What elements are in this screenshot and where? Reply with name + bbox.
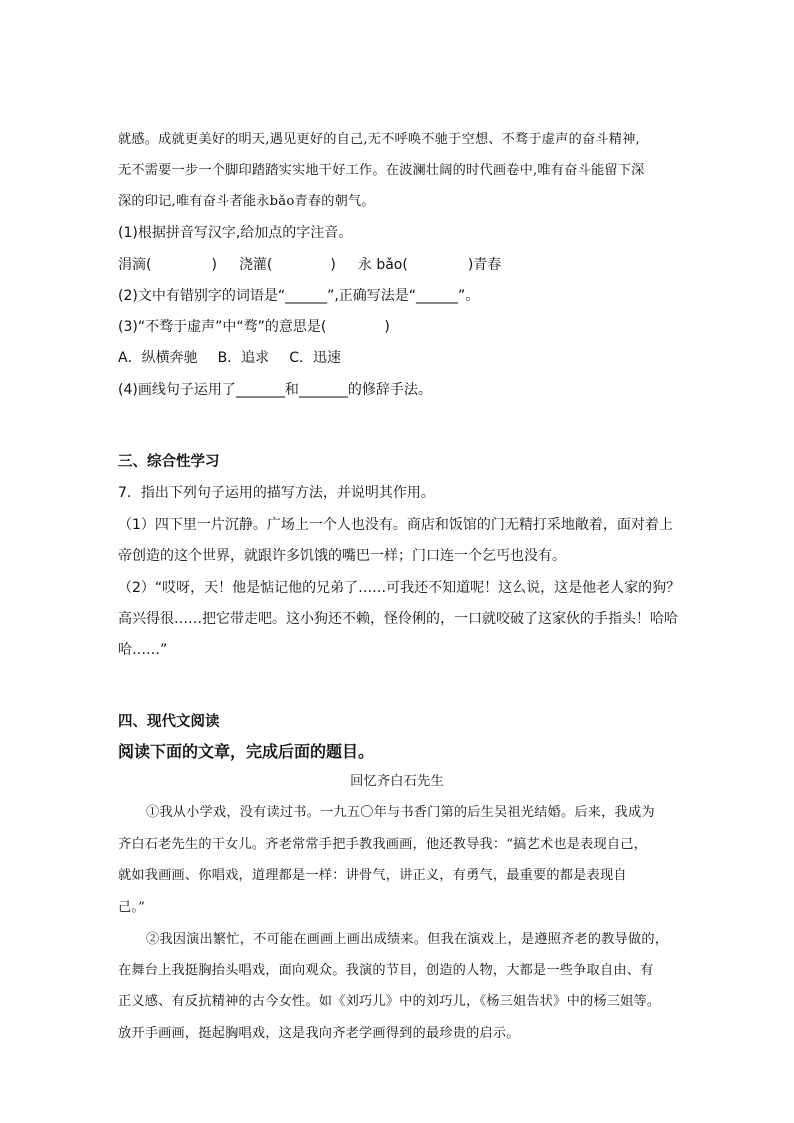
question-3	[118, 317, 390, 337]
item-yongbao: 永 bǎo(	[357, 257, 408, 273]
option-c: C．迅速	[289, 350, 341, 366]
article-p2-line: ②我因演出繁忙，不可能在画画上画出成绩来。但我在演戏上，是遵照齐老的教导做的，	[146, 932, 669, 947]
section-4-title: 四、现代文阅读	[118, 714, 220, 730]
paren-close: )	[330, 257, 336, 273]
article-p2-line: 在舞台上我挺胸抬头唱戏，面向观众。我演的节目，创造的人物，大都是一些争取自由、有	[118, 963, 654, 978]
question-1-items	[118, 255, 501, 275]
article-p1-line: ①我从小学戏，没有读过书。一九五〇年与书香门第的后生吴祖光结婚。后来，我成为	[146, 805, 655, 820]
article-p2-line: 放开手画画，挺起胸唱戏，这是我向齐老学画得到的最珍贵的启示。	[118, 1026, 520, 1041]
sentence-2-line: 高兴得很……把它带走吧。这小狗还不赖，怪伶俐的，一口就咬破了这家伙的手指头！哈哈	[118, 611, 678, 627]
sentence-2-line: （2）“哎呀，天！他是惦记他的兄弟了……可我还不知道呢！这么说，这是他老人家的狗？	[118, 580, 681, 596]
question-4: (4)画线句子运用了_______和_______的修辞手法。	[118, 382, 432, 398]
section-3-title: 三、综合性学习	[118, 454, 220, 470]
sentence-1-line: 帝创造的这个世界，就跟许多饥饿的嘴巴一样；门口连一个乞丐也没有。	[118, 548, 566, 564]
question-2: (2)文中有错别字的词语是“______”,正确写法是“______”。	[118, 288, 480, 304]
passage-line: 深的印记,唯有奋斗者能永bǎo青春的朝气。	[118, 194, 375, 209]
option-b: B．追求	[217, 350, 270, 366]
passage-line: 无不需要一步一个脚印踏踏实实地干好工作。在波澜壮阔的时代画卷中,唯有奋斗能留下深	[118, 163, 645, 178]
reading-instruction: 阅读下面的文章，完成后面的题目。	[118, 742, 375, 761]
option-a: A．纵横奔驰	[118, 350, 198, 366]
article-p1-line: 就如我画画、你唱戏，道理都是一样：讲骨气，讲正义，有勇气，最重要的都是表现自	[118, 868, 627, 883]
passage-line: 就感。成就更美好的明天,遇见更好的自己,无不呼唤不驰于空想、不骛于虚声的奋斗精神,	[118, 132, 640, 147]
article-p1-line: 己。”	[118, 900, 146, 915]
question-3-text: (3)“不骛于虚声”中“骛”的意思是(	[118, 319, 327, 335]
sentence-2-line: 哈……”	[118, 642, 168, 658]
article-p1-line: 齐白石老先生的干女儿。齐老常常手把手教我画画，他还教导我：“搞艺术也是表现自己，	[118, 837, 648, 852]
question-1-prompt: (1)根据拼音写汉字,给加点的字注音。	[118, 225, 353, 241]
item-jiaoguan: 浇灌(	[238, 257, 273, 273]
article-title: 回忆齐白石先生	[350, 774, 444, 789]
article-p2-line: 正义感、有反抗精神的古今女性。如《刘巧儿》中的刘巧儿，《杨三姐告状》中的杨三姐等。	[118, 994, 661, 1009]
question-7: 7．指出下列句子运用的描写方法，并说明其作用。	[118, 485, 435, 501]
question-3-options	[118, 348, 341, 368]
item-juandi: 涓滴(	[118, 257, 152, 273]
sentence-1-line: （1）四下里一片沉静。广场上一个人也没有。商店和饭馆的门无精打采地敞着，面对着上	[118, 517, 673, 533]
paren-close: )	[384, 319, 390, 335]
paren-close: )	[211, 257, 217, 273]
paren-close-qingchun: )青春	[467, 257, 502, 273]
